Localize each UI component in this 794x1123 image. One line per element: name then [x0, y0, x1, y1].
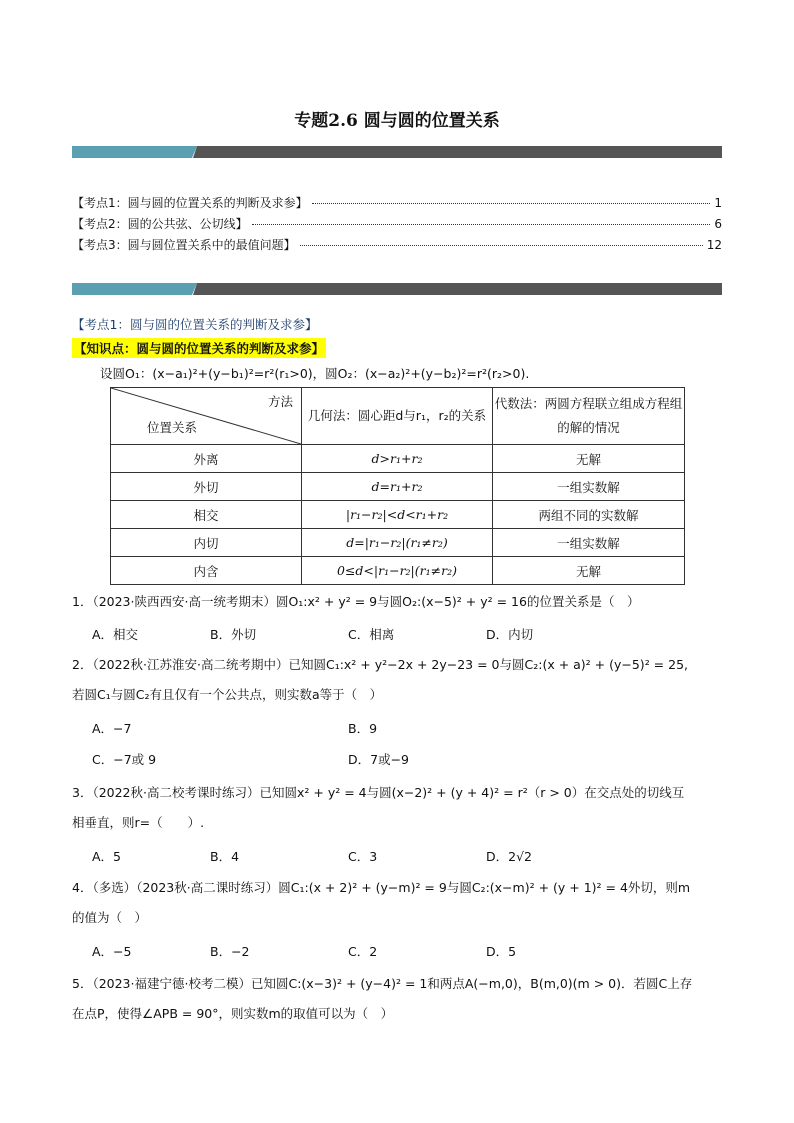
toc-label: 【考点3：圆与圆位置关系中的最值问题】 — [72, 238, 296, 252]
cell-algebraic: 一组实数解 — [493, 473, 685, 501]
header-method: 方法 — [267, 394, 293, 409]
cell-relation: 内含 — [111, 557, 302, 585]
cell-algebraic: 一组实数解 — [493, 529, 685, 557]
cell-geometric: d=r₁+r₂ — [302, 473, 493, 501]
question-1-text: 1．（2023·陕西西安·高一统考期末）圆O₁:x² + y² = 9与圆O₂:(x−5)² + y² = 16的位置关系是（ ） — [72, 594, 640, 609]
q3-option-c[interactable]: C．3 — [348, 849, 378, 864]
cell-relation: 内切 — [111, 529, 302, 557]
header-algebraic: 代数法：两圆方程联立组成方程组的解的情况 — [493, 388, 685, 445]
question-5-text-line2: 在点P，使得∠APB = 90°，则实数m的取值可以为（ ） — [72, 1006, 394, 1021]
question-3-text-line2: 相垂直，则r=（ ）. — [72, 815, 205, 830]
toc-item-3[interactable] — [72, 236, 722, 253]
table-row — [111, 529, 685, 557]
toc-page: 1 — [714, 196, 722, 210]
section-divider — [72, 283, 722, 295]
q2-option-b[interactable]: B．9 — [348, 721, 378, 736]
toc-page: 12 — [706, 238, 722, 252]
q4-option-a[interactable]: A．−5 — [92, 944, 132, 959]
header-geometric: 几何法：圆心距d与r₁，r₂的关系 — [302, 388, 493, 445]
knowledge-heading: 【知识点：圆与圆的位置关系的判断及求参】 — [72, 338, 326, 358]
cell-geometric: d=|r₁−r₂|(r₁≠r₂) — [302, 529, 493, 557]
page-title: 专题2.6 圆与圆的位置关系 — [294, 111, 500, 131]
header-relation: 位置关系 — [147, 420, 198, 435]
toc-page: 6 — [714, 217, 722, 231]
q3-option-b[interactable]: B．4 — [210, 849, 240, 864]
q3-option-d[interactable]: D．2√2 — [486, 849, 532, 864]
table-row — [111, 557, 685, 585]
question-4-text-line2: 的值为（ ） — [72, 910, 148, 925]
question-3-text-line1: 3．（2022秋·高二校考课时练习）已知圆x² + y² = 4与圆(x−2)² + (y + 4)² = r²（r > 0）在交点处的切线互 — [72, 785, 685, 800]
q4-option-c[interactable]: C．2 — [348, 944, 378, 959]
cell-algebraic: 无解 — [493, 445, 685, 473]
setup-text: 设圆O₁：(x−a₁)²+(y−b₁)²=r²(r₁>0)，圆O₂：(x−a₂)²+(y−b₂)²=r²(r₂>0). — [100, 366, 530, 381]
q2-option-d[interactable]: D．7或−9 — [348, 752, 410, 767]
q1-option-a[interactable]: A．相交 — [92, 627, 139, 642]
q2-option-a[interactable]: A．−7 — [92, 721, 132, 736]
cell-algebraic: 两组不同的实数解 — [493, 501, 685, 529]
toc-label: 【考点1：圆与圆的位置关系的判断及求参】 — [72, 196, 308, 210]
toc-item-2[interactable] — [72, 215, 722, 232]
toc-label: 【考点2：圆的公共弦、公切线】 — [72, 217, 248, 231]
q1-option-d[interactable]: D．内切 — [486, 627, 534, 642]
header-divider — [72, 146, 722, 158]
cell-relation: 外离 — [111, 445, 302, 473]
q3-option-a[interactable]: A．5 — [92, 849, 122, 864]
cell-geometric: d>r₁+r₂ — [302, 445, 493, 473]
q1-option-c[interactable]: C．相离 — [348, 627, 395, 642]
q1-option-b[interactable]: B．外切 — [210, 627, 257, 642]
q2-option-c[interactable]: C．−7或 9 — [92, 752, 157, 767]
cell-relation: 外切 — [111, 473, 302, 501]
question-5-text-line1: 5．（2023·福建宁德·校考二模）已知圆C:(x−3)² + (y−4)² = 1和两点A(−m,0)，B(m,0)(m > 0)．若圆C上存 — [72, 976, 693, 991]
table-row — [111, 501, 685, 529]
cell-algebraic: 无解 — [493, 557, 685, 585]
question-4-text-line1: 4．（多选）（2023秋·高二课时练习）圆C₁:(x + 2)² + (y−m)² = 9与圆C₂:(x−m)² + (y + 1)² = 4外切，则m — [72, 880, 691, 895]
cell-geometric: |r₁−r₂|<d<r₁+r₂ — [302, 501, 493, 529]
toc-item-1[interactable] — [72, 194, 722, 211]
q4-option-b[interactable]: B．−2 — [210, 944, 250, 959]
cell-geometric: 0≤d<|r₁−r₂|(r₁≠r₂) — [302, 557, 493, 585]
section-heading: 【考点1：圆与圆的位置关系的判断及求参】 — [72, 317, 318, 332]
table-row — [111, 473, 685, 501]
q4-option-d[interactable]: D．5 — [486, 944, 517, 959]
relation-table — [110, 387, 685, 585]
table-row — [111, 445, 685, 473]
question-2-text-line1: 2．（2022秋·江苏淮安·高二统考期中）已知圆C₁:x² + y²−2x + 2y−23 = 0与圆C₂:(x + a)² + (y−5)² = 25, — [72, 657, 688, 672]
diagonal-header-cell — [111, 388, 302, 445]
cell-relation: 相交 — [111, 501, 302, 529]
question-2-text-line2: 若圆C₁与圆C₂有且仅有一个公共点，则实数a等于（ ） — [72, 687, 383, 702]
